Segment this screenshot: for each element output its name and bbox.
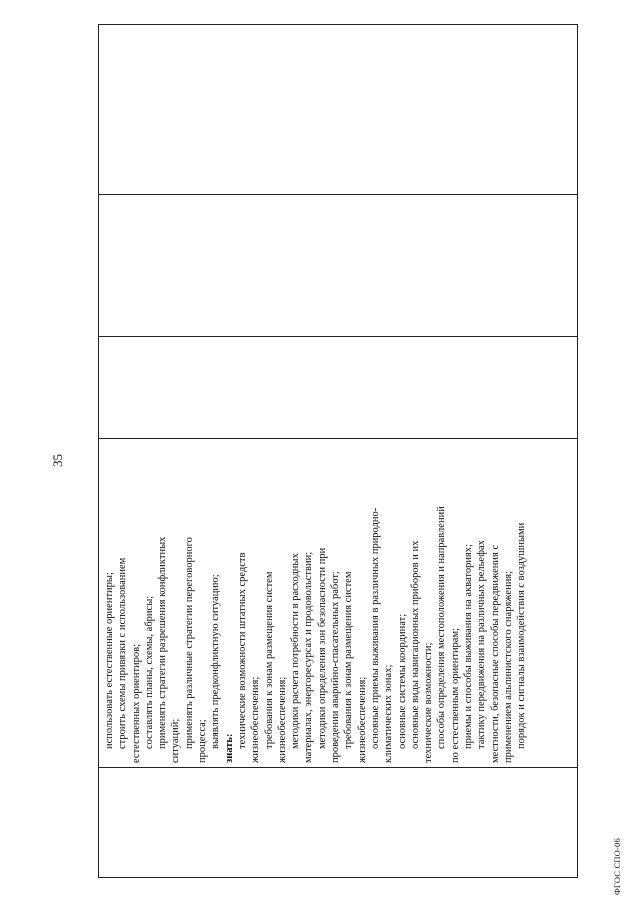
content-line: приемы и способы выживания на акваториях; (463, 544, 475, 749)
content-line: тактику передвижения на различных рельефах (476, 540, 488, 749)
content-line: выявлять предконфликтную ситуацию; (210, 574, 222, 749)
table-cell-content (99, 439, 578, 768)
content-line: порядок и сигналы взаимодействия с воздушными (516, 522, 528, 749)
content-line: методики расчета потребности в расходных (290, 553, 302, 749)
content-line: процесса; (197, 719, 209, 763)
content-line: технические возможности; (423, 642, 435, 763)
content-line: ситуаций; (170, 718, 182, 763)
table-row (99, 25, 578, 878)
content-line: строить схемы привязки с использованием (117, 557, 129, 749)
content-line: местности, безопасные способы передвижения с (489, 544, 501, 763)
content-line: применять различные стратегии переговорного (183, 537, 195, 749)
content-line: требования к зонам размещения систем (343, 571, 355, 749)
table-cell-hours-study (99, 195, 578, 337)
content-line: основные приемы выживания в различных природно- (369, 507, 381, 749)
table-cell-hours-total (99, 337, 578, 439)
content-line: технические возможности штатных средств (236, 552, 248, 749)
content-line: методики определения зон безопасности при (316, 547, 328, 749)
footer-standard-code: ФГОС СПО-06 (612, 838, 622, 895)
content-line: способы определения местоположения и направлений (436, 506, 448, 749)
table-cell-code (99, 768, 578, 878)
content-line: применять стратегии разрешения конфликтных (157, 536, 169, 749)
content-line: знать: (223, 733, 235, 763)
content-line: жизнеобеспечения; (356, 676, 368, 763)
content-line: основные виды навигационных приборов и их (409, 540, 421, 749)
content-line: климатических зонах; (383, 664, 395, 763)
content-line: проведении аварийно-спасательных работ; (330, 571, 342, 763)
content-line: составлять планы, схемы, абрисы; (143, 595, 155, 749)
content-line: по естественным ориентирам; (449, 627, 461, 763)
table-cell-competencies (99, 25, 578, 195)
content-line: основные системы координат; (396, 613, 408, 749)
content-line: требования к зонам размещения систем (263, 571, 275, 749)
content-line: материалах, энергоресурсах и продовольствии; (303, 551, 315, 763)
content-line: применением альпинистского снаряжения; (502, 570, 514, 763)
skills-knowledge-list (99, 439, 529, 767)
page-number: 35 (50, 454, 65, 467)
content-line: жизнеобеспечения; (276, 676, 288, 763)
content-line: использовать естественные ориентиры; (104, 572, 115, 749)
content-line: жизнеобеспечения; (250, 676, 262, 763)
curriculum-table (98, 24, 578, 878)
content-line: естественных ориентиров; (130, 643, 142, 763)
